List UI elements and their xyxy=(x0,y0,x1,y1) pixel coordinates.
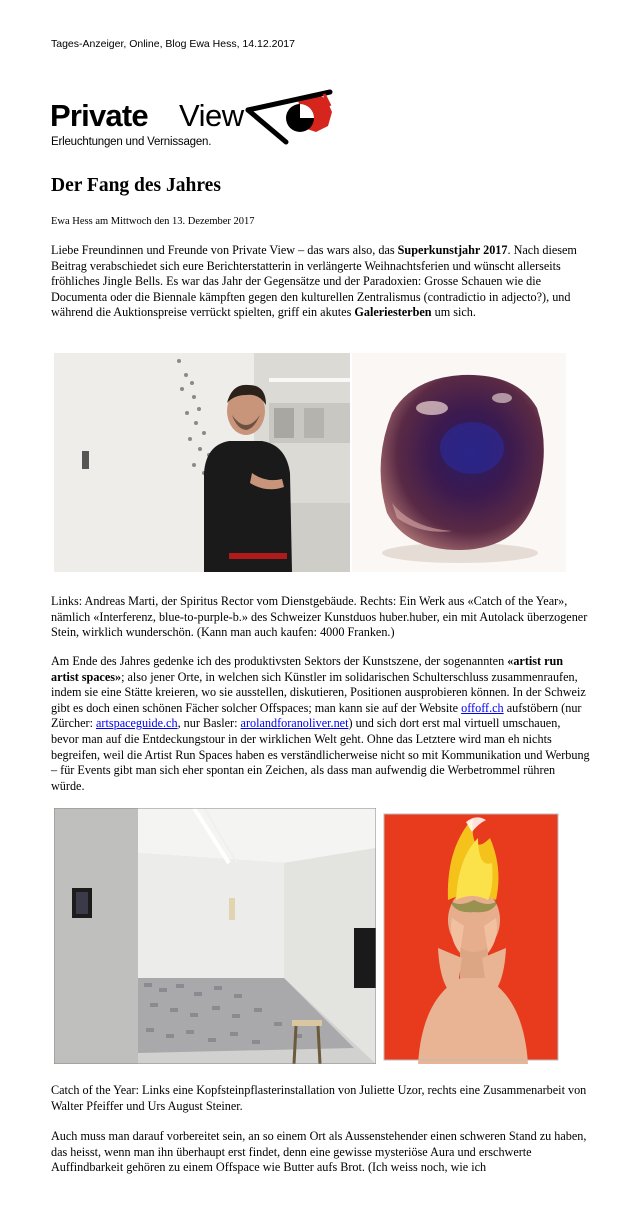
link-arolandforanoliver[interactable]: arolandforanoliver.net xyxy=(240,716,349,731)
caption-photos-1: Links: Andreas Marti, der Spiritus Rector vom Dienstgebäude. Rechts: Ein Werk aus «Catch of the Year», nämlich «Interferenz, blue-to-purple-b.» des Schweizer Kunstduos huber.huber, ein mit Autolack überzogener Stein, wirklich wunderschön. (Kann man auch kaufen: 4000 Franken.) xyxy=(51,594,588,640)
logo-word-private: Private xyxy=(50,98,148,133)
article-byline: Ewa Hess am Mittwoch den 13. Dezember 2017 xyxy=(51,216,255,227)
logo-word-view: View xyxy=(179,98,244,133)
p2-text-4: , nur Basler: xyxy=(177,716,241,731)
private-view-logo xyxy=(48,88,348,158)
caption-photos-2: Catch of the Year: Links eine Kopfsteinpflasterinstallation von Juliette Uzor, rechts eine Zusammenarbeit von Walter Pfeiffer und Urs August Steiner. xyxy=(51,1083,587,1113)
intro-text-1: Liebe Freundinnen und Freunde von Private View – das wars also, das xyxy=(51,243,398,257)
source-line: Tages-Anzeiger, Online, Blog Ewa Hess, 14.12.2017 xyxy=(51,38,295,50)
link-artspaceguide[interactable]: artspaceguide.ch xyxy=(96,716,178,731)
photo-andreas-marti xyxy=(54,353,350,572)
photo-cobblestone-installation xyxy=(54,808,376,1064)
intro-text-3: um sich. xyxy=(431,305,476,320)
photo-pfeiffer-steiner xyxy=(378,808,564,1064)
logo-stroke-diagonal xyxy=(248,110,286,142)
photo-lacquered-stone xyxy=(352,353,566,572)
paragraph-artist-run-spaces xyxy=(51,654,591,794)
article-title: Der Fang des Jahres xyxy=(51,175,221,196)
p2-bold-artist-run-spaces: «artist run artist spaces» xyxy=(51,654,564,684)
p2-text-1: Am Ende des Jahres gedenke ich des produktivsten Sektors der Kunstszene, der sogenannten xyxy=(51,654,508,668)
link-offoff[interactable]: offoff.ch xyxy=(461,700,504,715)
intro-bold-superkunstjahr: Superkunstjahr 2017 xyxy=(397,243,508,257)
p2-text-3: aufstöbern (nur Zürcher: xyxy=(51,700,582,731)
p2-text-5: ) und sich dort erst mal virtuell umschauen, bevor man auf die Entdeckungstour in der wirklichen Welt geht. Ohne das Letztere wird man eh nichts begreifen, weil die Artist Run Spaces haben es verständlicherweise nicht so mit Kommunikation und Werbung – für Events gibt man sich eher spontan ein Zeichen, als dass man aufwendig die Werbetrommel rühren würde. xyxy=(51,716,590,793)
intro-text-2: . Nach diesem Beitrag verabschiedet sich eure Berichterstatterin in verlängerte Weihnachtsferien und wünscht allerseits fröhliches Jingle Bells. Es war das Jahr der Gegensätze und der Paradoxien: Grosse Schauen wie die Documenta oder die Biennale kämpften gegen den kulturellen Zentralismus (contradictio in adjecto?), und während die Auktionspreise verrückt spielten, griff ein akutes xyxy=(51,243,577,320)
intro-bold-galeriesterben: Galeriesterben xyxy=(354,305,432,320)
paragraph-outsider: Auch muss man darauf vorbereitet sein, an so einem Ort als Aussenstehender einen schweren Stand zu haben, das heisst, wenn man ihn überhaupt erst findet, denn eine gewisse mysteriöse Aura und erschwerte Auffindbarkeit gehören zu einem Offspace wie Butter aufs Brot. (Ich weiss noch, wie ich xyxy=(51,1129,587,1175)
logo-tagline: Erleuchtungen und Vernissagen. xyxy=(51,136,212,148)
p2-text-2: ; also jener Orte, in welchen sich Künstler im solidarischen Schulterschluss zusammenraufen, indem sie eine Stätte kreieren, wo sie ausstellen, diskutieren, Positionen ausprobieren können. In der Schweiz gibt es doch einen schönen Fächer solcher Offspaces; man kann sie auf der Website xyxy=(51,669,586,715)
paragraph-intro xyxy=(51,243,591,321)
logo-mark-icon xyxy=(238,88,338,148)
